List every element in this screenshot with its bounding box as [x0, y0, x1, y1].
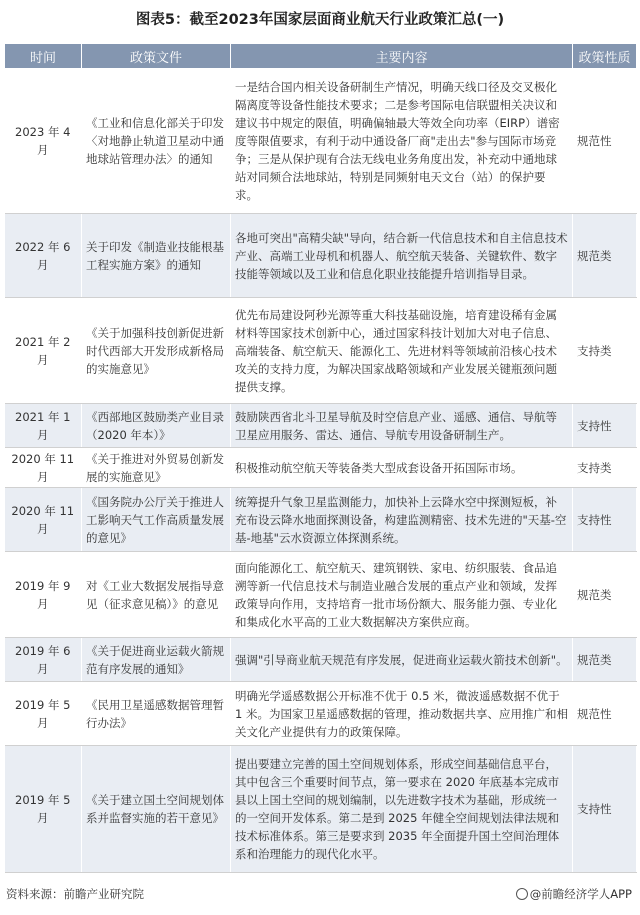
cell-nature: 支持性: [573, 404, 637, 448]
cell-content: 明确光学遥感数据公开标准不优于 0.5 米，微波遥感数据不优于 1 米。为国家卫星遥感数据的管理，推动数据共享、应用推广和相关文化产业提供有力的政策保障。: [231, 682, 573, 746]
cell-document: 《国务院办公厅关于推进人工影响天气工作高质量发展的意见》: [82, 488, 231, 552]
cell-content: 鼓励陕西省北斗卫星导航及时空信息产业、遥感、通信、导航等卫星应用服务、雷达、通信、导航专用设备研制生产。: [231, 404, 573, 448]
cell-time: 2021 年 1 月: [5, 404, 82, 448]
cell-document: 《关于建立国土空间规划体系并监督实施的若干意见》: [82, 746, 231, 873]
cell-document: 《西部地区鼓励类产业目录（2020 年本）》: [82, 404, 231, 448]
cell-nature: 支持性: [573, 746, 637, 873]
table-row: [5, 552, 637, 638]
cell-time: 2020 年 11 月: [5, 488, 82, 552]
cell-time: 2019 年 5 月: [5, 682, 82, 746]
table-row: [5, 69, 637, 214]
cell-time: 2023 年 4 月: [5, 69, 82, 214]
cell-nature: 规范类: [573, 214, 637, 298]
table-row: [5, 638, 637, 682]
cell-nature: 支持类: [573, 448, 637, 488]
cell-document: 对《工业大数据发展指导意见（征求意见稿）》的意见: [82, 552, 231, 638]
cell-nature: 规范性: [573, 682, 637, 746]
cell-document: 《关于加强科技创新促进新时代西部大开发形成新格局的实施意见》: [82, 298, 231, 404]
cell-content: 优先布局建设阿秒光源等重大科技基础设施，培育建设稀有金属材料等国家技术创新中心，通过国家科技计划加大对电子信息、高端装备、航空航天、能源化工、先进材料等领域前沿核心技术攻关的支持力度，为解决国家战略领域和产业发展关键瓶颈问题提供支撑。: [231, 298, 573, 404]
table-row: [5, 404, 637, 448]
cell-nature: 规范类: [573, 638, 637, 682]
cell-nature: 规范性: [573, 69, 637, 214]
column-header-document: 政策文件: [82, 44, 231, 69]
table-row: [5, 298, 637, 404]
cell-document: 《关于推进对外贸易创新发展的实施意见》: [82, 448, 231, 488]
brand-credit: [516, 886, 632, 902]
cell-content: 一是结合国内相关设备研制生产情况，明确天线口径及交叉极化隔离度等设备性能技术要求；二是参考国际电信联盟相关决议和建议书中规定的限值，明确偏轴最大等效全向功率（EIRP）谱密度等限值要求，有利于动中通设备厂商"走出去"参与国际市场竞争；三是从保护现有合法无线电业务角度出发，补充动中通地球站对同频合法地球站，特别是同频射电天文台（站）的保护要求。: [231, 69, 573, 214]
table-row: [5, 448, 637, 488]
cell-time: 2020 年 11 月: [5, 448, 82, 488]
column-header-nature: 政策性质: [573, 44, 637, 69]
table-row: [5, 214, 637, 298]
cell-document: 《关于促进商业运载火箭规范有序发展的通知》: [82, 638, 231, 682]
policy-table: [4, 43, 637, 873]
cell-content: 统筹提升气象卫星监测能力，加快补上云降水空中探测短板，补充布设云降水地面探测设备，构建监测精密、技术先进的"天基-空基-地基"云水资源立体探测系统。: [231, 488, 573, 552]
cell-document: 关于印发《制造业技能根基工程实施方案》的通知: [82, 214, 231, 298]
cell-time: 2019 年 5 月: [5, 746, 82, 873]
cell-nature: 支持性: [573, 488, 637, 552]
cell-document: 《民用卫星遥感数据管理暂行办法》: [82, 682, 231, 746]
cell-content: 各地可突出"高精尖缺"导向，结合新一代信息技术和自主信息技术产业、高端工业母机和机器人、航空航天装备、关键软件、数字技能等领域以及工业和信息化职业技能提升培训指导目录。: [231, 214, 573, 298]
cell-time: 2021 年 2 月: [5, 298, 82, 404]
column-header-content: 主要内容: [231, 44, 573, 69]
cell-time: 2022 年 6 月: [5, 214, 82, 298]
cell-nature: 规范类: [573, 552, 637, 638]
table-header-row: [5, 44, 637, 69]
table-row: [5, 746, 637, 873]
table-row: [5, 682, 637, 746]
cell-time: 2019 年 9 月: [5, 552, 82, 638]
cell-content: 积极推动航空航天等装备类大型成套设备开拓国际市场。: [231, 448, 573, 488]
column-header-time: 时间: [5, 44, 82, 69]
cell-content: 强调"引导商业航天规范有序发展，促进商业运载火箭技术创新"。: [231, 638, 573, 682]
cell-content: 面向能源化工、航空航天、建筑钢铁、家电、纺织服装、食品追溯等新一代信息技术与制造业融合发展的重点产业和领域，发挥政策导向作用，支持培育一批市场份额大、服务能力强、专业化和集成化水平高的工业大数据解决方案供应商。: [231, 552, 573, 638]
table-row: [5, 488, 637, 552]
brand-credit-text: @前瞻经济学人APP: [529, 887, 632, 901]
cell-document: 《工业和信息化部关于印发〈对地静止轨道卫星动中通地球站管理办法〉的通知: [82, 69, 231, 214]
cell-content: 提出要建立完善的国土空间规划体系，形成空间基础信息平台，其中包含三个重要时间节点，第一要求在 2020 年底基本完成市县以上国土空间的规划编制，以先进数字技术为基础，形成统一的一空间开发体系。第二是到 2025 年健全空间规划法律法规和技术标准体系。第三是要求到 2035 年全面提升国土空间治理体系和治理能力的现代化水平。: [231, 746, 573, 873]
cell-time: 2019 年 6 月: [5, 638, 82, 682]
page-title: 图表5：截至2023年国家层面商业航天行业政策汇总(一): [135, 12, 505, 28]
cell-nature: 支持类: [573, 298, 637, 404]
brand-logo-icon: [516, 888, 528, 900]
source-note: 资料来源：前瞻产业研究院: [6, 887, 144, 901]
